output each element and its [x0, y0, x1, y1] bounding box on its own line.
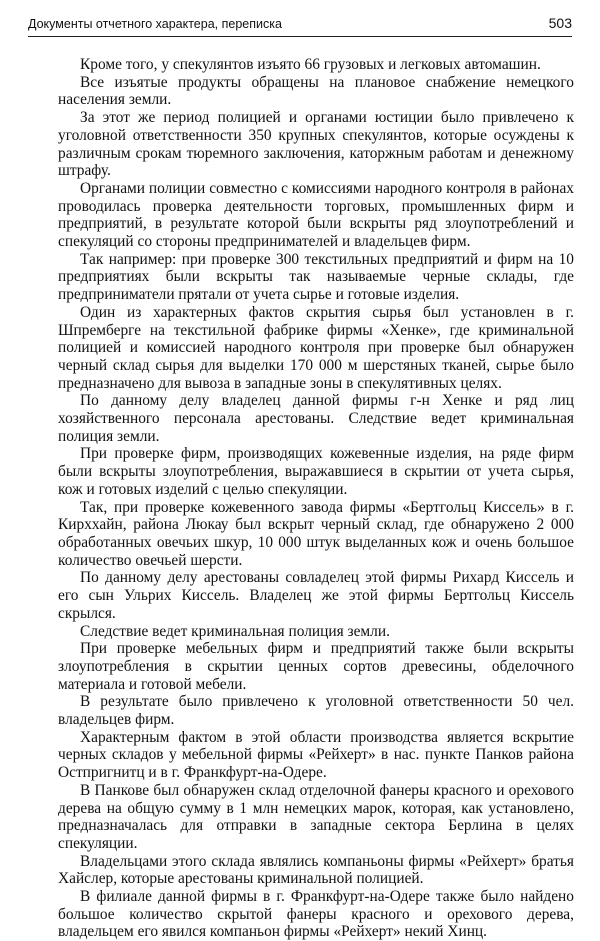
paragraph: Все изъятые продукты обращены на плановое снабжение немецкого населения земли. [58, 73, 574, 109]
paragraph: По данному делу арестованы совладелец этой фирмы Рихард Киссель и его сын Ульрих Киссель. Владелец же этой фирмы Бертгольц Киссель скрылся. [58, 569, 574, 622]
paragraph: В результате было привлечено к уголовной ответственности 50 чел. владельцев фирм. [58, 693, 574, 729]
running-head [28, 15, 572, 35]
paragraph: При проверке фирм, производящих кожевенные изделия, на ряде фирм были вскрыты злоупотребления, выражавшиеся в скрытии от учета сырья, кож и готовых изделий с целью спекуляции. [58, 445, 574, 498]
paragraph: За этот же период полицией и органами юстиции было привлечено к уголовной ответственности 350 крупных спекулянтов, которые осуждены к различным срокам тюремного заключения, каторжным работам и денежному штрафу. [58, 109, 574, 180]
paragraph: Так например: при проверке 300 текстильных предприятий и фирм на 10 предприятиях были вскрыты так называемые черные склады, где предприниматели прятали от учета сырье и готовые изделия. [58, 250, 574, 304]
paragraph: Органами полиции совместно с комиссиями народного контроля в районах проводилась проверка деятельности торговых, промышленных фирм и предприятий, в результате которой были вскрыты ряд злоупотреблений и спекуляций со стороны предпринимателей и владельцев фирм. [58, 179, 574, 251]
paragraph: Один из характерных фактов скрытия сырья был установлен в г. Шпремберге на текстильной фабрике фирмы «Хенке», где криминальной полицией и комиссией народного контроля при проверке был обнаружен черный склад сырья для выделки 170 000 м шерстяных тканей, сырье было предназначено для вывоза в западные зоны в спекулятивных целях. [58, 303, 574, 392]
paragraph: В Панкове был обнаружен склад отделочной фанеры красного и орехового дерева на общую сумму в 1 млн немецких марок, которая, как установлено, предназначалась для отправки в западные сектора Берлина в целях спекуляции. [58, 781, 574, 852]
page-number: 503 [548, 15, 572, 31]
paragraph: По данному делу владелец данной фирмы г-н Хенке и ряд лиц хозяйственного персонала арестованы. Следствие ведет криминальная полиция земли. [58, 392, 574, 445]
running-head-title: Документы отчетного характера, переписка [28, 17, 282, 31]
paragraph: Так, при проверке кожевенного завода фирмы «Бертгольц Киссель» в г. Кирххайн, района Люкау был вскрыт черный склад, где обнаружено 2 000 обработанных овечьих шкур, 10 000 штук выделанных кож и очень большое количество овечьей шерсти. [58, 498, 574, 569]
paragraph: Характерным фактом в этой области производства является вскрытие черных складов у мебельной фирмы «Рейхерт» в нас. пункте Панков района Остпригнитц и в г. Франкфурт-на-Одере. [58, 728, 574, 782]
header-rule [28, 36, 572, 37]
paragraph: В филиале данной фирмы в г. Франкфурт-на-Одере также было найдено большое количество скрытой фанеры красного и орехового дерева, владельцем его явился компаньон фирмы «Рейхерт» некий Хинц. [58, 888, 574, 941]
paragraph: При проверке мебельных фирм и предприятий также были вскрыты злоупотребления в скрытии ценных сортов древесины, обделочного материала и готовой мебели. [58, 640, 574, 693]
body-text [58, 56, 574, 941]
paragraph: Следствие ведет криминальная полиция земли. [80, 622, 390, 640]
paragraph: Кроме того, у спекулянтов изъято 66 грузовых и легковых автомашин. [80, 56, 541, 73]
paragraph: Владельцами этого склада являлись компаньоны фирмы «Рейхерт» братья Хайслер, которые арестованы криминальной полицией. [58, 852, 574, 888]
